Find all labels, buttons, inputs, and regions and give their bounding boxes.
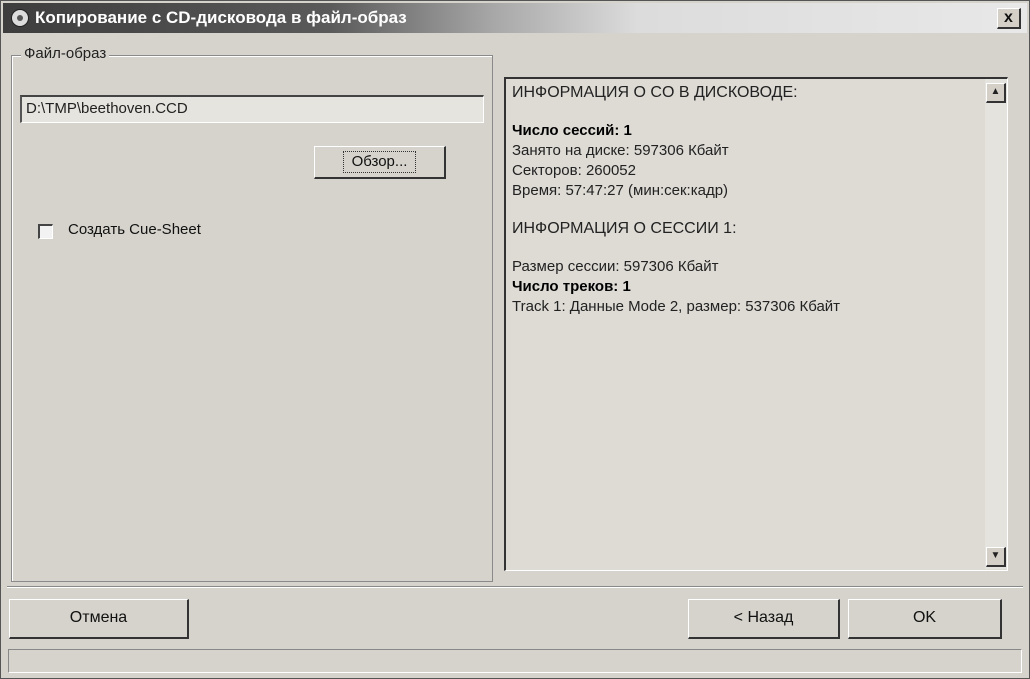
info-line-session-size: Размер сессии: 597306 Кбайт — [512, 258, 719, 275]
info-scrollbar[interactable] — [985, 79, 1007, 569]
info-line-time: Время: 57:47:27 (мин:сек:кадр) — [512, 182, 729, 199]
drive-info-heading: ИНФОРМАЦИЯ О CO В ДИСКОВОДЕ: — [512, 84, 798, 101]
browse-button-label: Обзор... — [343, 151, 417, 173]
cue-sheet-checkbox[interactable] — [38, 224, 53, 239]
arrow-down-icon: ▼ — [990, 550, 1001, 561]
info-line-sectors: Секторов: 260052 — [512, 162, 636, 179]
info-line-sessions: Число сессий: 1 — [512, 122, 632, 139]
arrow-up-icon: ▲ — [990, 86, 1001, 97]
cue-sheet-label[interactable]: Создать Cue-Sheet — [68, 221, 201, 238]
scroll-up-button[interactable] — [986, 83, 1006, 103]
window-title: Копирование с CD-дисковода в файл-образ — [35, 8, 407, 27]
status-bar — [8, 649, 1022, 673]
cancel-button[interactable]: Отмена — [9, 599, 189, 639]
browse-button[interactable] — [314, 146, 446, 179]
image-file-group-label: Файл-образ — [21, 45, 109, 62]
cd-info-content — [512, 83, 972, 317]
info-line-used-space: Занято на диске: 597306 Кбайт — [512, 142, 729, 159]
cd-info-textarea[interactable] — [504, 77, 1008, 571]
back-button[interactable]: < Назад — [688, 599, 840, 639]
session-info-heading: ИНФОРМАЦИЯ О СЕССИИ 1: — [512, 220, 737, 237]
image-path-input[interactable]: D:\TMP\beethoven.CCD — [20, 95, 484, 123]
close-button[interactable] — [997, 8, 1021, 29]
cd-icon — [11, 9, 29, 27]
close-icon: x — [1004, 9, 1013, 26]
title-bar[interactable] — [3, 3, 1027, 33]
info-line-track-1: Track 1: Данные Mode 2, размер: 537306 Кбайт — [512, 298, 841, 315]
scroll-down-button[interactable] — [986, 547, 1006, 567]
info-line-tracks: Число треков: 1 — [512, 278, 631, 295]
image-file-group — [11, 55, 493, 582]
footer-separator — [7, 586, 1023, 588]
ok-button[interactable]: OK — [848, 599, 1002, 639]
